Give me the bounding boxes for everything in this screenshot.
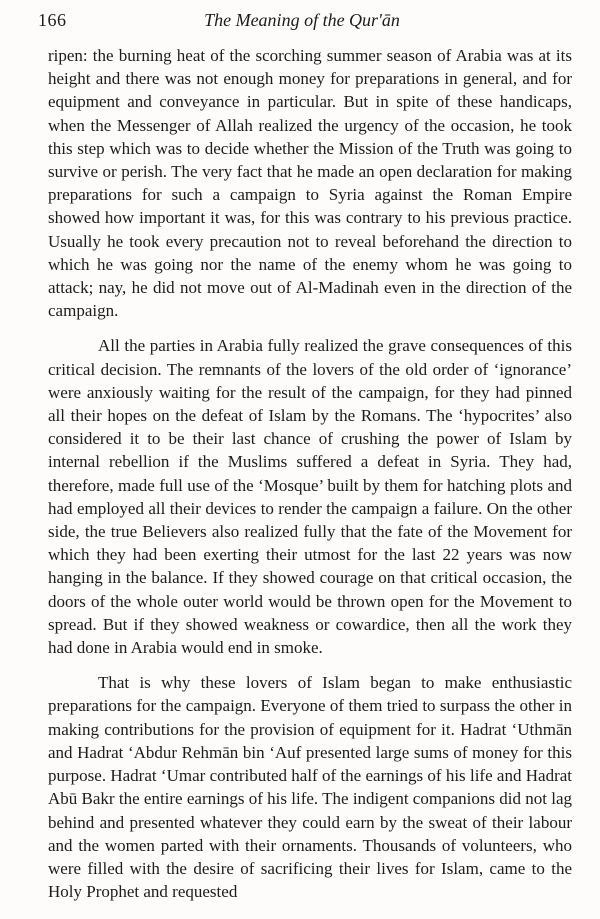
- body-text: [48, 44, 572, 915]
- paragraph-3: That is why these lovers of Islam began to make enthusiastic preparations for the campaign. Everyone of them tried to surpass the other in making contributions for the provision of equipment for it. Hadrat ‘Uthmān and Hadrat ‘Abdur Rehmān bin ‘Auf presented large sums of money for this purpose. Hadrat ‘Umar contributed half of the earnings of his life and Hadrat Abū Bakr the entire earnings of his life. The indigent companions did not lag behind and presented whatever they could earn by the sweat of their labour and the women parted with their ornaments. Thousands of volunteers, who were filled with the desire of sacrificing their lives for Islam, came to the Holy Prophet and requested: [48, 673, 572, 902]
- paragraph-2: All the parties in Arabia fully realized the grave consequences of this critical decision. The remnants of the lovers of the old order of ‘ignorance’ were anxiously waiting for the result of the campaign, for they had pinned all their hopes on the defeat of Islam by the Romans. The ‘hypocrites’ also considered it to be their last chance of crushing the power of Islam by internal rebellion if the Muslims suffered a defeat in Syria. They had, therefore, made full use of the ‘Mosque’ built by them for hatching plots and had employed all their devices to render the campaign a failure. On the other side, the true Believers also realized fully that the fate of the Movement for which they had been exerting their utmost for the last 22 years was now hanging in the balance. If they showed courage on that critical occasion, the doors of the whole outer world would be thrown open for the Movement to spread. But if they showed weakness or cowardice, then all the work they had done in Arabia would end in smoke.: [48, 336, 572, 658]
- running-title: The Meaning of the Qur'ān: [204, 10, 400, 30]
- page-header: [38, 10, 566, 36]
- page-number: 166: [38, 10, 67, 30]
- paragraph-1: ripen: the burning heat of the scorching summer season of Arabia was at its height and there was not enough money for preparations in general, and for equipment and conveyance in particular. But in spite of these handicaps, when the Messenger of Allah realized the urgency of the occasion, he took this step which was to decide whether the Mission of the Truth was going to survive or perish. The very fact that he made an open declaration for making preparations for such a campaign to Syria against the Roman Empire showed how important it was, for this was contrary to his previous practice. Usually he took every precaution not to reveal beforehand the direction to which he was going nor the name of the enemy whom he was going to attack; nay, he did not move out of Al-Madinah even in the direction of the campaign.: [48, 46, 572, 321]
